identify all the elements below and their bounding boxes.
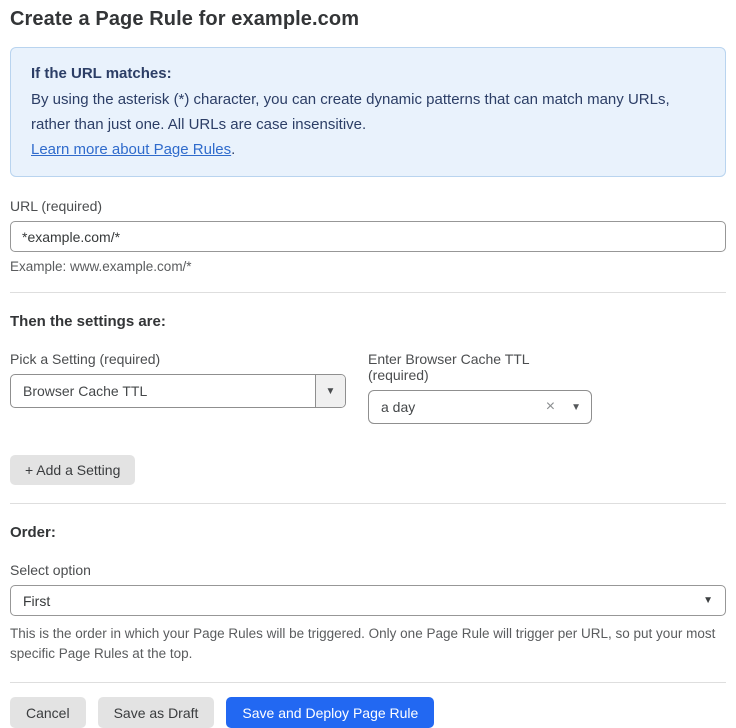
ttl-picker-value: a day: [381, 399, 416, 415]
info-box-body: By using the asterisk (*) character, you can create dynamic patterns that can match many URLs, rather than just one. All URLs are case insensitive.: [31, 91, 670, 133]
setting-picker-arrow-segment[interactable]: [315, 375, 345, 407]
setting-picker-label: Pick a Setting (required): [10, 351, 161, 367]
ttl-picker-column: [368, 330, 592, 424]
divider: [10, 682, 726, 683]
info-box-heading: If the URL matches:: [31, 65, 172, 82]
learn-more-link[interactable]: Learn more about Page Rules: [31, 141, 232, 158]
info-box-link-line: [31, 137, 705, 162]
url-example-text: Example: www.example.com/*: [10, 259, 192, 274]
save-and-deploy-button[interactable]: Save and Deploy Page Rule: [226, 697, 434, 728]
footer-actions: [10, 697, 726, 728]
clear-icon[interactable]: ×: [545, 398, 556, 415]
url-match-info-box: [10, 47, 726, 177]
cancel-button[interactable]: Cancel: [10, 697, 86, 728]
settings-row: [10, 330, 726, 424]
order-select-value: First: [23, 592, 51, 609]
save-as-draft-button[interactable]: Save as Draft: [98, 697, 215, 728]
order-section-heading: Order:: [10, 524, 56, 541]
setting-picker-column: [10, 330, 346, 424]
settings-section-heading: Then the settings are:: [10, 313, 166, 330]
ttl-picker-label: Enter Browser Cache TTL (required): [368, 351, 530, 383]
order-select-label: Select option: [10, 562, 91, 578]
divider: [10, 292, 726, 293]
url-field-label: URL (required): [10, 198, 103, 214]
url-input[interactable]: [10, 221, 726, 252]
order-select[interactable]: [10, 585, 726, 616]
ttl-picker-combobox[interactable]: [368, 390, 592, 424]
setting-picker-value: Browser Cache TTL: [23, 383, 148, 399]
add-setting-button[interactable]: + Add a Setting: [10, 455, 135, 485]
page-title: Create a Page Rule for example.com: [10, 8, 360, 30]
chevron-down-icon: ▼: [325, 385, 336, 397]
setting-picker-select[interactable]: [10, 374, 346, 408]
link-suffix: .: [231, 141, 236, 158]
chevron-down-icon: ▼: [703, 595, 713, 606]
chevron-down-icon[interactable]: ▼: [571, 401, 581, 413]
divider: [10, 503, 726, 504]
order-help-text: This is the order in which your Page Rules will be triggered. Only one Page Rule will trigger per URL, so put your most specific Page Rules at the top.: [10, 626, 716, 661]
